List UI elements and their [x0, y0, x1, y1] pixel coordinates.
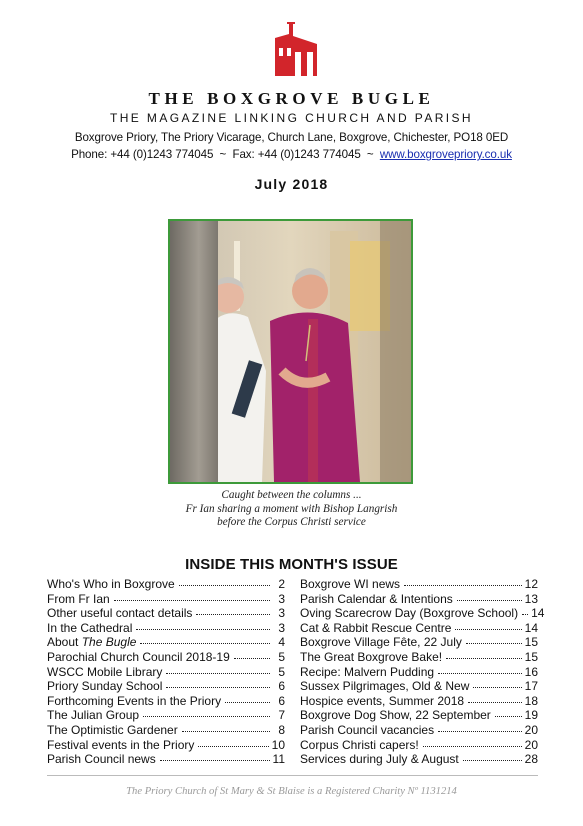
contents-entry-page: 6 [278, 693, 285, 708]
contents-entry [300, 606, 545, 621]
contents-entry [47, 650, 285, 665]
dot-leader [438, 673, 522, 674]
contents-entry [47, 621, 285, 636]
contents-entry [300, 752, 538, 767]
contents-entry-title: Priory Sunday School [47, 679, 163, 694]
dot-leader [225, 702, 270, 703]
charity-footer: The Priory Church of St Mary & St Blaise is a Registered Charity Nº 1131214 [126, 786, 457, 797]
contents-entry-title: Oving Scarecrow Day (Boxgrove School) [300, 606, 519, 621]
contents-entry-page: 3 [278, 606, 285, 621]
contents-entry [47, 723, 285, 738]
contents-entry-page: 14 [524, 620, 538, 635]
contents-entry [47, 694, 285, 709]
dot-leader [136, 629, 270, 630]
dot-leader [160, 760, 270, 761]
contents-entry [47, 752, 285, 767]
caption-line: Fr Ian sharing a moment with Bishop Langrish [185, 502, 398, 515]
contents-entry [300, 665, 538, 680]
footer-divider [47, 775, 538, 776]
dot-leader [179, 585, 270, 586]
contents-entry [300, 738, 538, 753]
contents-entry-page: 7 [278, 708, 285, 723]
caption-line: before the Corpus Christi service [217, 516, 366, 529]
contents-entry-page: 18 [524, 693, 538, 708]
photo-caption [0, 489, 583, 530]
magazine-subtitle: THE MAGAZINE LINKING CHURCH AND PARISH [109, 111, 473, 125]
dot-leader [198, 746, 268, 747]
contact-line [0, 148, 583, 161]
issue-date: July 2018 [254, 176, 329, 192]
contents-entry-page: 12 [524, 577, 538, 591]
contents-entry-title: Hospice events, Summer 2018 [300, 693, 465, 708]
dot-leader [166, 687, 270, 688]
contents-entry [47, 738, 285, 753]
contents-entry-title: Recipe: Malvern Pudding [300, 664, 435, 679]
contents-entry [47, 665, 285, 680]
phone-fax: Phone: +44 (0)1243 774045 ~ Fax: +44 (0)1243 774045 ~ [71, 148, 380, 161]
contents-entry-page: 13 [524, 591, 538, 606]
contents-left-column [47, 577, 285, 767]
contents-entry-title: WSCC Mobile Library [47, 664, 163, 679]
dot-leader [438, 731, 522, 732]
contents-entry-title: Forthcoming Events in the Priory [47, 693, 222, 708]
dot-leader [196, 614, 270, 615]
contents-entry-title: Parish Council news [47, 752, 156, 767]
contents-entry [47, 708, 285, 723]
dot-leader [140, 643, 270, 644]
contents-entry [300, 679, 538, 694]
dot-leader [495, 716, 522, 717]
contents-entry-page: 15 [524, 649, 538, 664]
contents-entry-title: Boxgrove Dog Show, 22 September [300, 708, 491, 723]
contents-entry-page: 15 [524, 635, 538, 650]
contents-entry-page: 20 [524, 722, 538, 737]
dot-leader [143, 716, 270, 717]
contents-entry-page: 3 [278, 591, 285, 606]
contents-heading: INSIDE THIS MONTH'S ISSUE [185, 556, 398, 573]
contents-entry [300, 650, 538, 665]
contents-entry [300, 708, 538, 723]
contents-entry [47, 592, 285, 607]
dot-leader [468, 702, 522, 703]
contents-entry-page: 4 [278, 635, 285, 650]
contents-entry-page: 17 [524, 679, 538, 694]
contents-entry-page: 3 [278, 620, 285, 635]
priory-logo-icon [263, 22, 319, 80]
website-link[interactable]: www.boxgrovepriory.co.uk [379, 148, 512, 161]
contents-entry-page: 14 [531, 606, 545, 621]
dot-leader [182, 731, 270, 732]
contents-entry-title: The Julian Group [47, 708, 140, 723]
caption-line: Caught between the columns ... [221, 489, 362, 501]
contents-entry-page: 6 [278, 679, 285, 694]
dot-leader [166, 673, 270, 674]
contents-entry [300, 723, 538, 738]
contents-entry-title: The Great Boxgrove Bake! [300, 649, 443, 664]
contents-entry-title: From Fr Ian [47, 591, 110, 606]
contents-entry-page: 20 [524, 737, 538, 752]
dot-leader [234, 658, 270, 659]
contents-entry-title: Parish Council vacancies [300, 722, 435, 737]
contents-entry-title: Services during July & August [300, 752, 459, 767]
contents-entry [47, 577, 285, 592]
contents-entry-page: 5 [278, 649, 285, 664]
dot-leader [457, 600, 522, 601]
contents-right-column [300, 577, 545, 767]
dot-leader [522, 614, 528, 615]
contents-entry-title: Other useful contact details [47, 606, 193, 621]
cover-photo-illustration [170, 221, 411, 482]
contents-entry-title: Corpus Christi capers! [300, 737, 419, 752]
contents-entry-title: Parochial Church Council 2018-19 [47, 649, 230, 664]
contents-entry [300, 694, 538, 709]
contents-entry [300, 635, 538, 650]
contents-entry [47, 606, 285, 621]
contents-entry [300, 621, 538, 636]
contents-entry-title: Who's Who in Boxgrove [47, 577, 175, 591]
contents-entry-title: About The Bugle [47, 635, 137, 650]
contents-entry [300, 592, 538, 607]
contents-entry-page: 5 [278, 664, 285, 679]
dot-leader [463, 760, 522, 761]
magazine-title: THE BOXGROVE BUGLE [148, 89, 435, 108]
dot-leader [114, 600, 270, 601]
contents-entry-title: In the Cathedral [47, 620, 133, 635]
cover-photo [168, 219, 413, 484]
contents-entry-page: 19 [524, 708, 538, 723]
contents-entry-page: 16 [524, 664, 538, 679]
contents-entry-title: Boxgrove WI news [300, 577, 401, 591]
contents-entry-title: Sussex Pilgrimages, Old & New [300, 679, 470, 694]
contents-entry-title: The Optimistic Gardener [47, 722, 178, 737]
contents-entry-page: 10 [271, 737, 285, 752]
address-line: Boxgrove Priory, The Priory Vicarage, Church Lane, Boxgrove, Chichester, PO18 0ED [74, 131, 509, 144]
dot-leader [466, 643, 522, 644]
dot-leader [423, 746, 522, 747]
contents-entry-title: Cat & Rabbit Rescue Centre [300, 620, 452, 635]
contents-entry-title: Festival events in the Priory [47, 737, 195, 752]
contents-entry [300, 577, 538, 592]
contents-entry [47, 679, 285, 694]
contents-entry [47, 635, 285, 650]
contents-entry-page: 2 [278, 577, 285, 591]
dot-leader [404, 585, 522, 586]
contents-entry-page: 11 [272, 752, 285, 767]
contents-entry-page: 8 [278, 722, 285, 737]
dot-leader [446, 658, 522, 659]
contents-entry-title: Boxgrove Village Fête, 22 July [300, 635, 462, 650]
dot-leader [473, 687, 521, 688]
dot-leader [455, 629, 521, 630]
contents-entry-title: Parish Calendar & Intentions [300, 591, 453, 606]
contents-entry-page: 28 [524, 752, 538, 767]
